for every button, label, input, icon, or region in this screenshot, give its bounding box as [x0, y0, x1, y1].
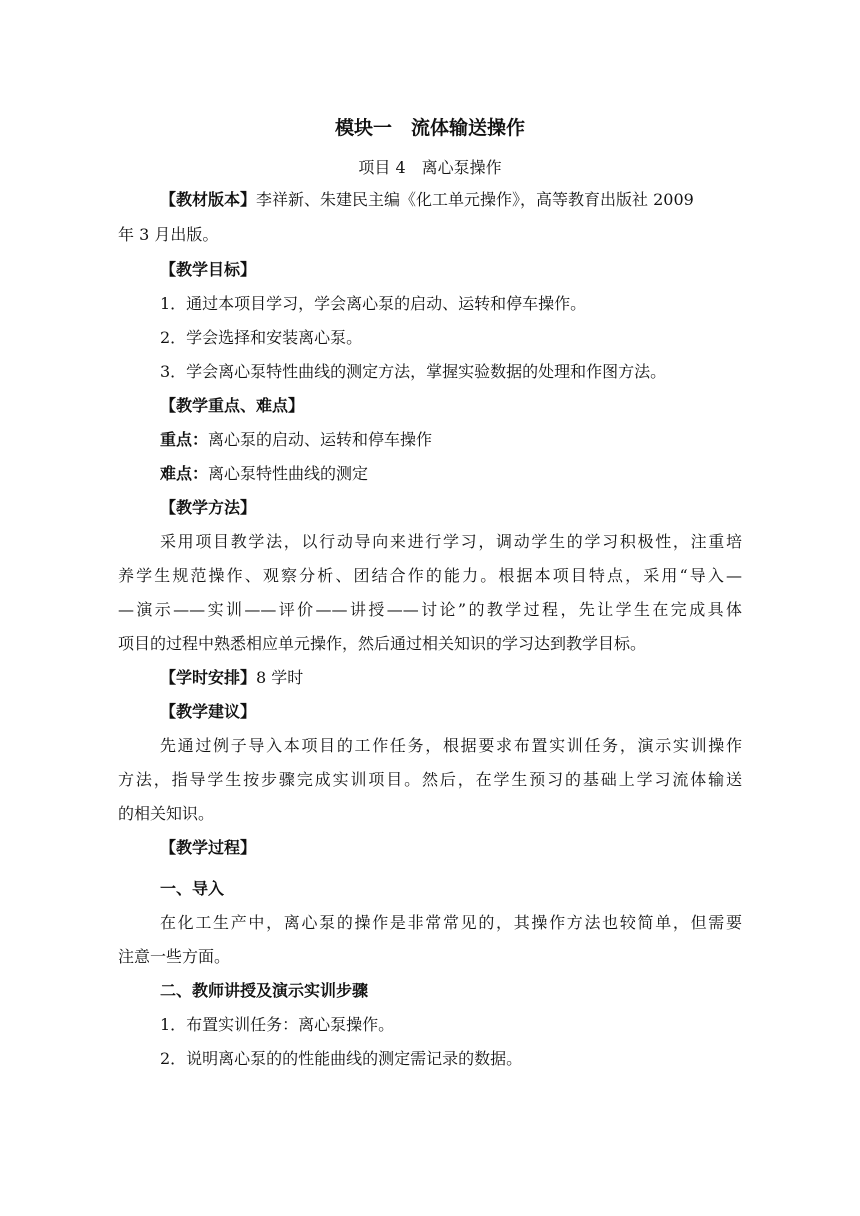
section-heading-intro: 一、导入 [160, 879, 225, 898]
demo-step-item: 1．布置实训任务：离心泵操作。 [160, 1015, 395, 1034]
textbook-line-2: 年 3 月出版。 [118, 225, 219, 244]
suggestions-heading: 【教学建议】 [160, 702, 257, 721]
methods-paragraph-line: 项目的过程中熟悉相应单元操作，然后通过相关知识的学习达到教学目标。 [118, 634, 647, 653]
textbook-line-1 [160, 190, 742, 210]
suggestions-paragraph-line: 先通过例子导入本项目的工作任务，根据要求布置实训任务，演示实训操作 [160, 736, 742, 755]
difficulty-line [160, 464, 742, 484]
schedule-value: 8 学时 [256, 668, 304, 687]
methods-heading: 【教学方法】 [160, 498, 257, 517]
objectives-heading: 【教学目标】 [160, 260, 257, 279]
module-title: 模块一 流体输送操作 [334, 117, 525, 139]
suggestions-paragraph-line: 的相关知识。 [118, 804, 215, 823]
schedule-label: 【学时安排】 [160, 668, 257, 687]
section-heading-demo: 二、教师讲授及演示实训步骤 [160, 981, 369, 1000]
demo-step-item: 2．说明离心泵的的性能曲线的测定需记录的数据。 [160, 1049, 523, 1068]
objective-item: 1．通过本项目学习，学会离心泵的启动、运转和停车操作。 [160, 294, 587, 313]
methods-paragraph-line: 养学生规范操作、观察分析、团结合作的能力。根据本项目特点，采用“导入— [118, 566, 742, 585]
focus-text: 离心泵的启动、运转和停车操作 [208, 430, 433, 449]
project-title: 项目 4 离心泵操作 [358, 158, 502, 177]
suggestions-paragraph-line: 方法，指导学生按步骤完成实训项目。然后，在学生预习的基础上学习流体输送 [118, 770, 742, 789]
focus-line [160, 430, 742, 450]
difficulty-text: 离心泵特性曲线的测定 [208, 464, 369, 483]
schedule-line [160, 668, 742, 688]
methods-paragraph-line: 采用项目教学法，以行动导向来进行学习，调动学生的学习积极性，注重培 [160, 532, 742, 551]
intro-paragraph-line: 在化工生产中，离心泵的操作是非常常见的，其操作方法也较简单，但需要 [160, 913, 742, 932]
difficulty-label: 难点： [160, 464, 209, 483]
objective-item: 2．学会选择和安装离心泵。 [160, 328, 363, 347]
textbook-text: 李祥新、朱建民主编《化工单元操作》，高等教育出版社 2009 [256, 190, 694, 209]
methods-paragraph-line: —演示——实训——评价——讲授——讨论”的教学过程，先让学生在完成具体 [118, 600, 742, 619]
key-points-heading: 【教学重点、难点】 [160, 396, 305, 415]
process-heading: 【教学过程】 [160, 838, 257, 857]
focus-label: 重点： [160, 430, 209, 449]
objective-item: 3．学会离心泵特性曲线的测定方法，掌握实验数据的处理和作图方法。 [160, 362, 667, 381]
intro-paragraph-line: 注意一些方面。 [118, 947, 231, 966]
textbook-label: 【教材版本】 [160, 190, 257, 209]
